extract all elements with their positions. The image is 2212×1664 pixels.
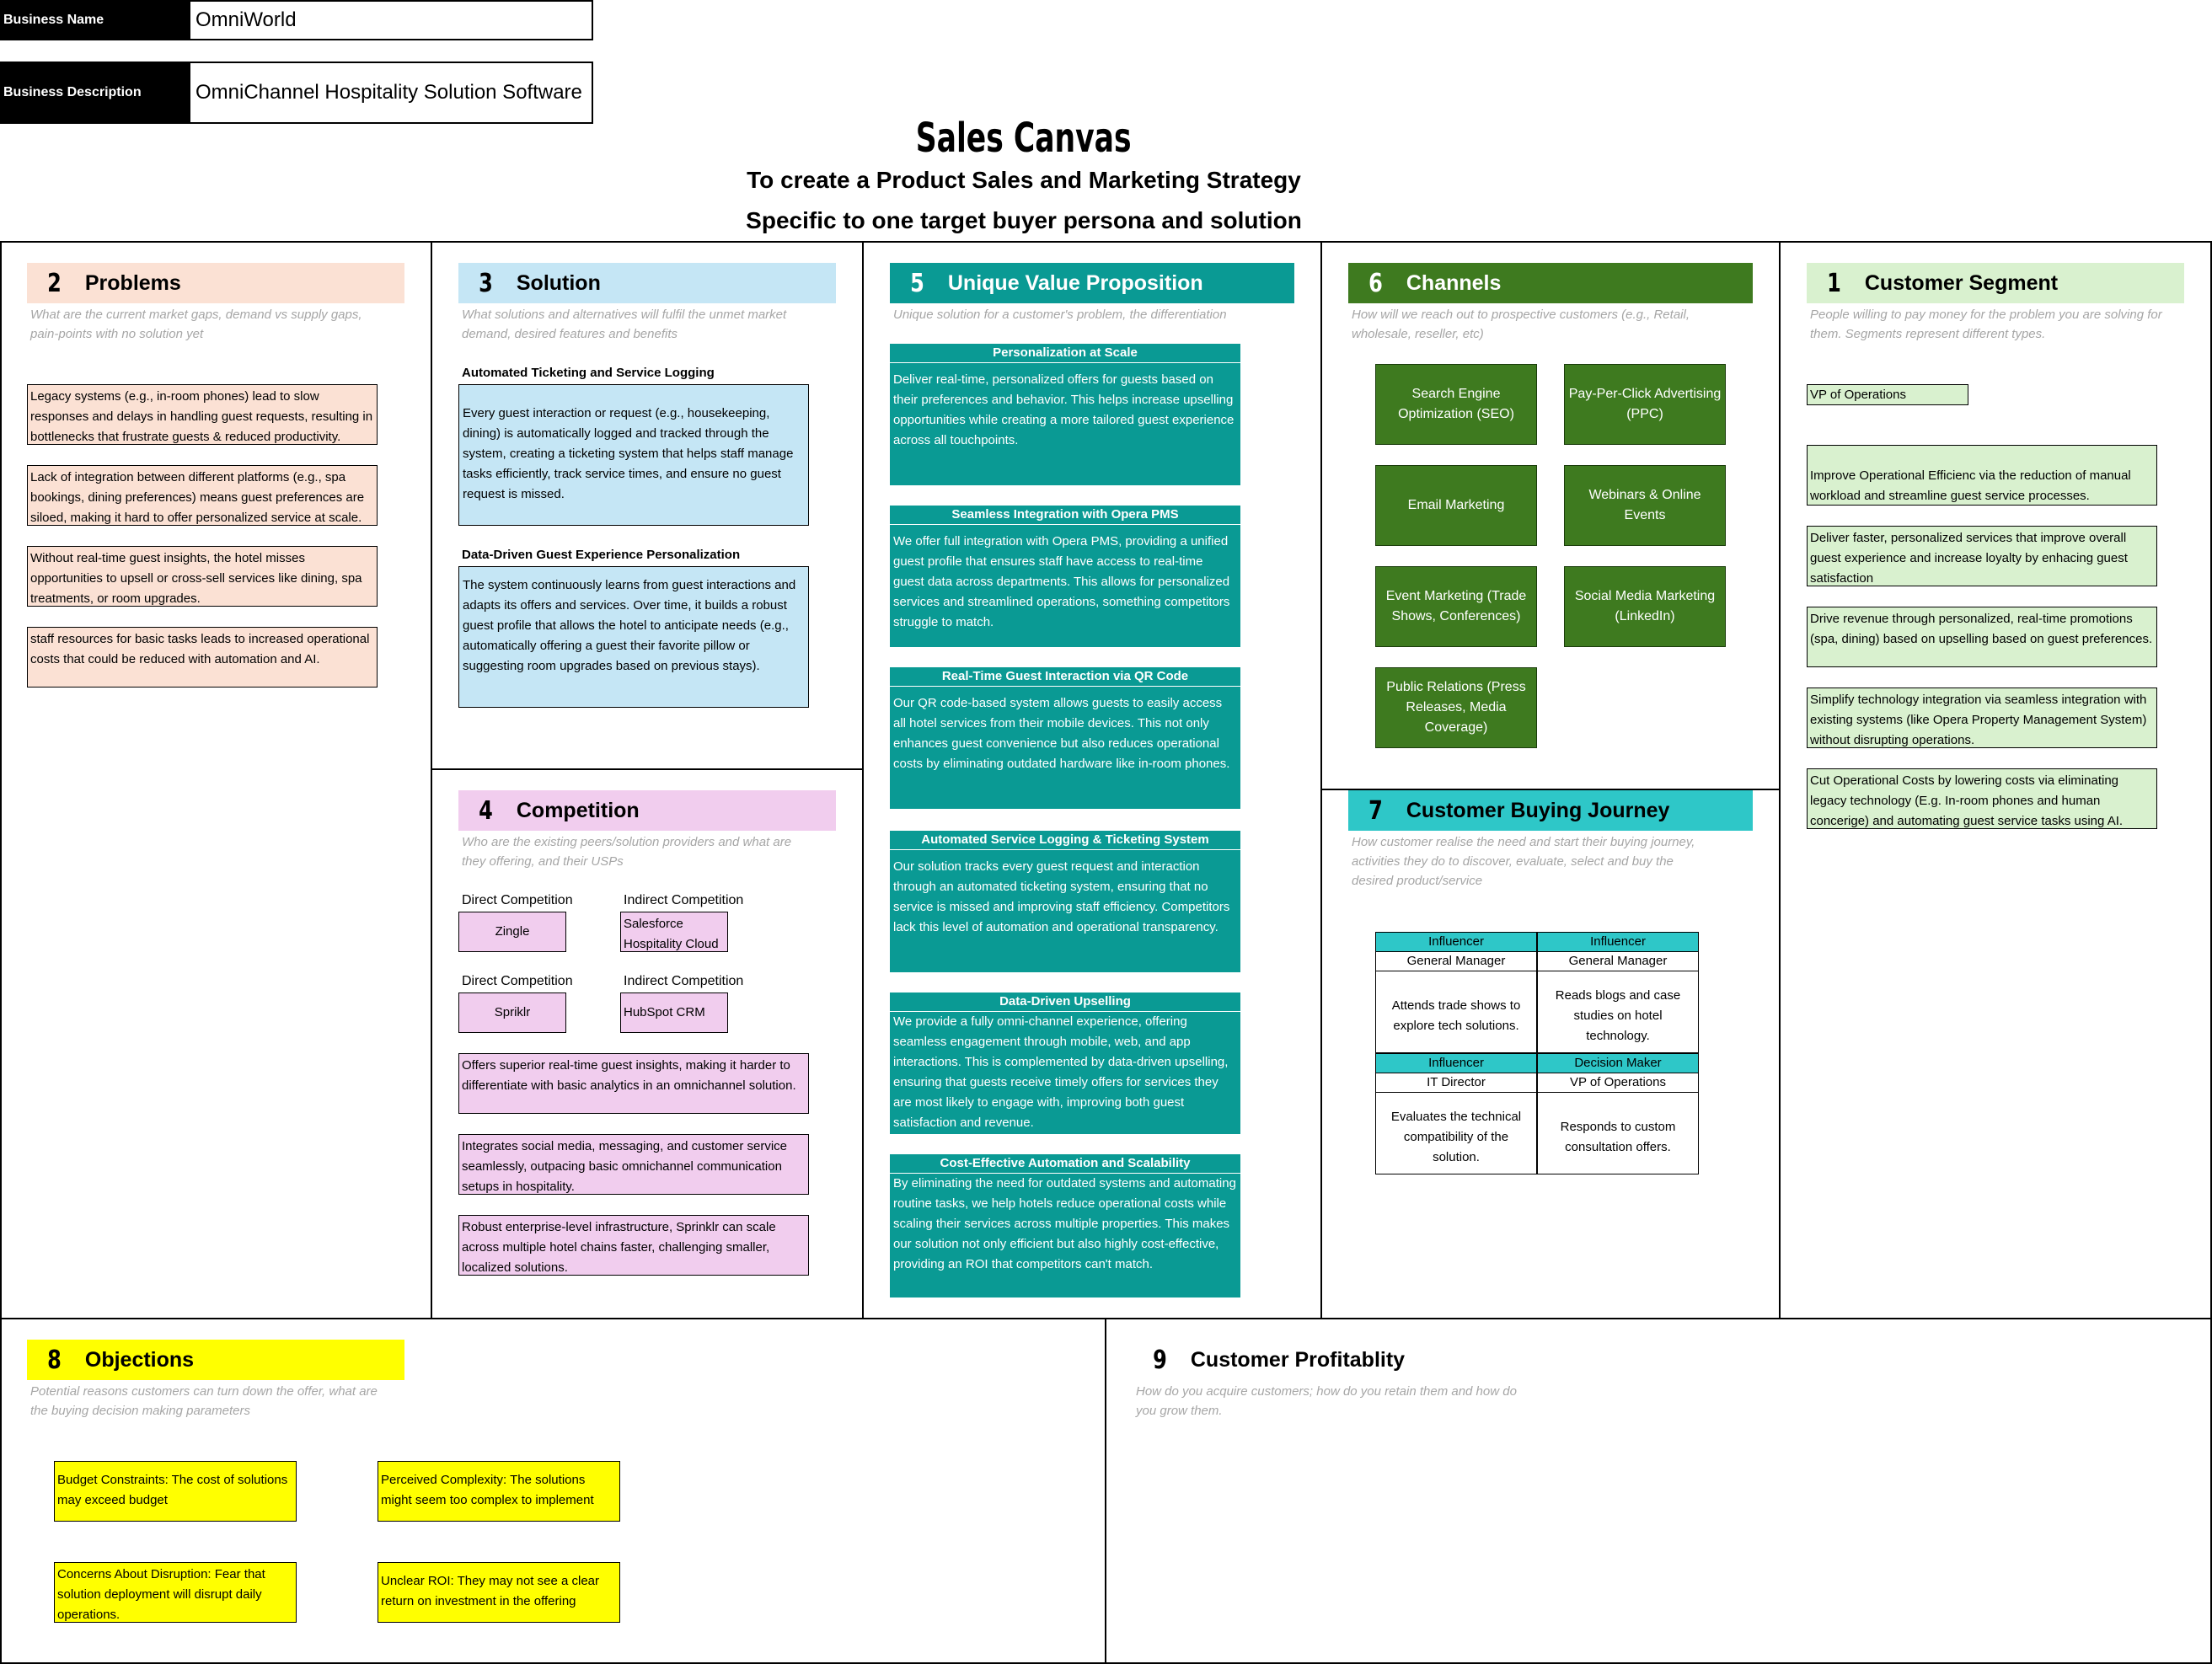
divider	[431, 241, 432, 1319]
journey-persona	[1537, 932, 1699, 1053]
segment-need-card: Improve Operational Efficienc via the reduction of manual workload and streamline guest service processes.	[1807, 445, 2157, 506]
problem-card: Lack of integration between different platforms (e.g., spa bookings, dining preferences) means guest preferences are siloed, making it hard to offer personalized service at scale.	[27, 465, 378, 526]
solution-card: The system continuously learns from guest interactions and adapts its offers and services. Over time, it builds a robust guest profile that allows the hotel to anticipate needs (e.g., automatically offering a guest their favorite pillow or suggesting room upgrades based on previous stays).	[458, 566, 809, 708]
channel-social-media: Social Media Marketing (LinkedIn)	[1564, 566, 1726, 647]
solution-card: Every guest interaction or request (e.g., housekeeping, dining) is automatically logged and tracked through the system, creating a ticketing system that helps staff manage tasks efficiently, track service times, and ensure no guest request is missed.	[458, 384, 809, 526]
objection-card: Perceived Complexity: The solutions might seem too complex to implement	[378, 1461, 620, 1522]
channel-webinars: Webinars & Online Events	[1564, 465, 1726, 546]
objection-card: Budget Constraints: The cost of solutions may exceed budget	[54, 1461, 297, 1522]
uvp-card-text: Our QR code-based system allows guests to easily access all hotel services from their mobile devices. This not only enhances guest convenience but also reduces operational costs by eliminating outdated hardware like in-room phones.	[893, 696, 1230, 771]
section-number: 8	[47, 1345, 62, 1375]
persona-activity: Responds to custom consultation offers.	[1560, 1120, 1676, 1154]
section-number: 5	[910, 268, 924, 298]
uvp-card-text: We offer full integration with Opera PMS, providing a unified guest profile that ensures staff have access to real-time guest data across departments. This allows for personalized services and streamlined operations, something competitors struggle to match.	[893, 534, 1230, 629]
uvp-card-title: Automated Service Logging & Ticketing System	[890, 831, 1240, 850]
business-description-field[interactable]: OmniChannel Hospitality Solution Software	[189, 62, 593, 124]
business-description-label: Business Description	[0, 62, 189, 124]
section-number: 7	[1368, 795, 1383, 826]
solution-item-title: Automated Ticketing and Service Logging	[462, 366, 715, 380]
persona-role: General Manager	[1538, 952, 1698, 971]
competitor-zingle: Zingle	[458, 912, 566, 952]
section-title: Channels	[1406, 270, 1502, 295]
persona-type: Influencer	[1376, 1054, 1536, 1073]
channel-event-marketing: Event Marketing (Trade Shows, Conferences)	[1375, 566, 1537, 647]
section-number: 1	[1827, 268, 1841, 298]
uvp-card-title: Data-Driven Upselling	[890, 993, 1240, 1012]
divider	[1779, 241, 1781, 1319]
competitor-spriklr: Spriklr	[458, 993, 566, 1033]
competition-header	[458, 790, 836, 831]
profitability-description: How do you acquire customers; how do you retain them and how do you grow them.	[1136, 1384, 1517, 1418]
divider	[1320, 241, 1322, 1319]
solution-header	[458, 263, 836, 303]
uvp-header	[890, 263, 1294, 303]
uvp-card-title: Real-Time Guest Interaction via QR Code	[890, 667, 1240, 687]
uvp-card	[890, 344, 1240, 485]
uvp-card-title: Personalization at Scale	[890, 344, 1240, 363]
uvp-card	[890, 993, 1240, 1134]
competitor-type-label: Indirect Competition	[624, 974, 744, 988]
competitor-hubspot: HubSpot CRM	[620, 993, 728, 1033]
competitor-type-label: Direct Competition	[462, 893, 573, 907]
segment-need-card: Cut Operational Costs by lowering costs via eliminating legacy technology (E.g. In-room phones and human concerige) and automating guest service tasks using AI.	[1807, 768, 2157, 829]
competition-description: Who are the existing peers/solution providers and what are they offering, and their USPs	[462, 835, 792, 869]
section-number: 9	[1153, 1345, 1167, 1375]
business-name-field[interactable]: OmniWorld	[189, 0, 593, 40]
section-title: Competition	[516, 798, 640, 822]
problem-card: Without real-time guest insights, the hotel misses opportunities to upsell or cross-sell services like dining, spa treatments, or room upgrades.	[27, 546, 378, 607]
persona-activity: Evaluates the technical compatibility of the solution.	[1390, 1110, 1522, 1164]
segment-header	[1807, 263, 2184, 303]
competitor-usp-card: Robust enterprise-level infrastructure, Sprinklr can scale across multiple hotel chains faster, challenging smaller, localized solutions.	[458, 1215, 809, 1276]
persona-type: Influencer	[1376, 933, 1536, 952]
problems-header	[27, 263, 404, 303]
problem-card: Legacy systems (e.g., in-room phones) lead to slow responses and delays in handling guest requests, resulting in bottlenecks that frustrate guests & reduced productivity.	[27, 384, 378, 445]
uvp-card	[890, 506, 1240, 647]
section-title: Customer Profitablity	[1190, 1347, 1406, 1372]
canvas-title: Sales Canvas	[916, 115, 1132, 162]
segment-need-card: Drive revenue through personalized, real-time promotions (spa, dining) based on upselling based on guest preferences.	[1807, 607, 2157, 667]
canvas-top-border	[0, 241, 2212, 243]
section-number: 3	[479, 268, 493, 298]
objections-description: Potential reasons customers can turn down the offer, what are the buying decision making parameters	[30, 1384, 378, 1418]
profitability-header	[1133, 1340, 1510, 1380]
persona-type: Decision Maker	[1538, 1054, 1698, 1073]
section-title: Unique Value Proposition	[947, 270, 1203, 295]
competitor-type-label: Indirect Competition	[624, 893, 744, 907]
solution-item-title: Data-Driven Guest Experience Personalization	[462, 548, 741, 562]
section-number: 4	[479, 795, 493, 826]
uvp-description: Unique solution for a customer's problem, the differentiation	[893, 308, 1227, 322]
uvp-card-text: By eliminating the need for outdated systems and automating routine tasks, we help hotels reduce operational costs while scaling their services across multiple properties. This makes our solution not only efficient but also highly cost-effective, providing an ROI that competitors can't match.	[893, 1176, 1236, 1271]
channels-description: How will we reach out to prospective customers (e.g., Retail, wholesale, reseller, etc)	[1352, 308, 1690, 341]
persona-activity: Attends trade shows to explore tech solutions.	[1391, 998, 1521, 1033]
competitor-usp-card: Offers superior real-time guest insights, making it harder to differentiate with basic analytics in an omnichannel solution.	[458, 1053, 809, 1114]
canvas-left-border	[0, 241, 2, 1664]
uvp-card	[890, 1154, 1240, 1297]
uvp-card-text: We provide a fully omni-channel experience, offering seamless engagement through mobile, web, and app interactions. This is complemented by data-driven upselling, ensuring that guests receive timely offers for services they are most likely to engage with, improving both guest satisfaction and revenue.	[893, 1014, 1229, 1130]
segment-description: People willing to pay money for the problem you are solving for them. Segments represent different types.	[1810, 308, 2162, 341]
channel-email: Email Marketing	[1375, 465, 1537, 546]
persona-type: Influencer	[1538, 933, 1698, 952]
journey-persona	[1375, 1053, 1537, 1174]
journey-description: How customer realise the need and start their buying journey, activities they do to discover, evaluate, select and buy the desired product/service	[1352, 835, 1695, 888]
section-title: Customer Segment	[1864, 270, 2059, 295]
divider	[862, 241, 864, 1319]
uvp-card-text: Our solution tracks every guest request and interaction through an automated ticketing system, ensuring that no service is missed and improving staff efficiency. Competitors lack this level of automation and operational transparency.	[893, 859, 1230, 934]
persona-role: VP of Operations	[1538, 1073, 1698, 1093]
objections-header	[27, 1340, 404, 1380]
channel-ppc: Pay-Per-Click Advertising (PPC)	[1564, 364, 1726, 445]
uvp-card-title: Seamless Integration with Opera PMS	[890, 506, 1240, 525]
section-title: Customer Buying Journey	[1406, 798, 1670, 822]
segment-need-card: Simplify technology integration via seamless integration with existing systems (like Opera Property Management System) without disrupting operations.	[1807, 688, 2157, 748]
persona-role: General Manager	[1376, 952, 1536, 971]
section-title: Solution	[516, 270, 601, 295]
persona-role: IT Director	[1376, 1073, 1536, 1093]
section-title: Problems	[84, 270, 181, 295]
competitor-salesforce: Salesforce Hospitality Cloud	[620, 912, 728, 952]
journey-persona	[1537, 1053, 1699, 1174]
segment-persona: VP of Operations	[1807, 384, 1968, 405]
competitor-type-label: Direct Competition	[462, 974, 573, 988]
channels-header	[1348, 263, 1753, 303]
uvp-card-text: Deliver real-time, personalized offers for guests based on their preferences and behavior. This helps increase upselling opportunities while creating a more tailored guest experience across all touchpoints.	[893, 372, 1235, 447]
divider	[431, 768, 864, 770]
journey-header	[1348, 790, 1753, 831]
journey-persona	[1375, 932, 1537, 1053]
objection-card: Concerns About Disruption: Fear that solution deployment will disrupt daily operations.	[54, 1562, 297, 1623]
solution-description: What solutions and alternatives will fulfil the unmet market demand, desired features and benefits	[462, 308, 787, 341]
channel-seo: Search Engine Optimization (SEO)	[1375, 364, 1537, 445]
section-number: 6	[1368, 268, 1383, 298]
section-title: Objections	[84, 1347, 195, 1372]
canvas-subtitle-1: To create a Product Sales and Marketing Strategy	[747, 167, 1301, 193]
persona-activity: Reads blogs and case studies on hotel technology.	[1555, 988, 1681, 1043]
uvp-card	[890, 831, 1240, 972]
objection-card: Unclear ROI: They may not see a clear return on investment in the offering	[378, 1562, 620, 1623]
uvp-card-title: Cost-Effective Automation and Scalability	[890, 1154, 1240, 1174]
segment-need-card: Deliver faster, personalized services that improve overall guest experience and increase loyalty by enhacing guest satisfaction	[1807, 526, 2157, 586]
divider	[1105, 1318, 1106, 1664]
problems-description: What are the current market gaps, demand vs supply gaps, pain-points with no solution yet	[30, 308, 362, 341]
business-name-label: Business Name	[0, 0, 189, 40]
competitor-usp-card: Integrates social media, messaging, and customer service seamlessly, outpacing basic omnichannel communication setups in hospitality.	[458, 1134, 809, 1195]
section-number: 2	[47, 268, 62, 298]
canvas-subtitle-2: Specific to one target buyer persona and solution	[746, 207, 1302, 233]
uvp-card	[890, 667, 1240, 809]
problem-card: staff resources for basic tasks leads to increased operational costs that could be reduced with automation and AI.	[27, 627, 378, 688]
channel-public-relations: Public Relations (Press Releases, Media Coverage)	[1375, 667, 1537, 748]
